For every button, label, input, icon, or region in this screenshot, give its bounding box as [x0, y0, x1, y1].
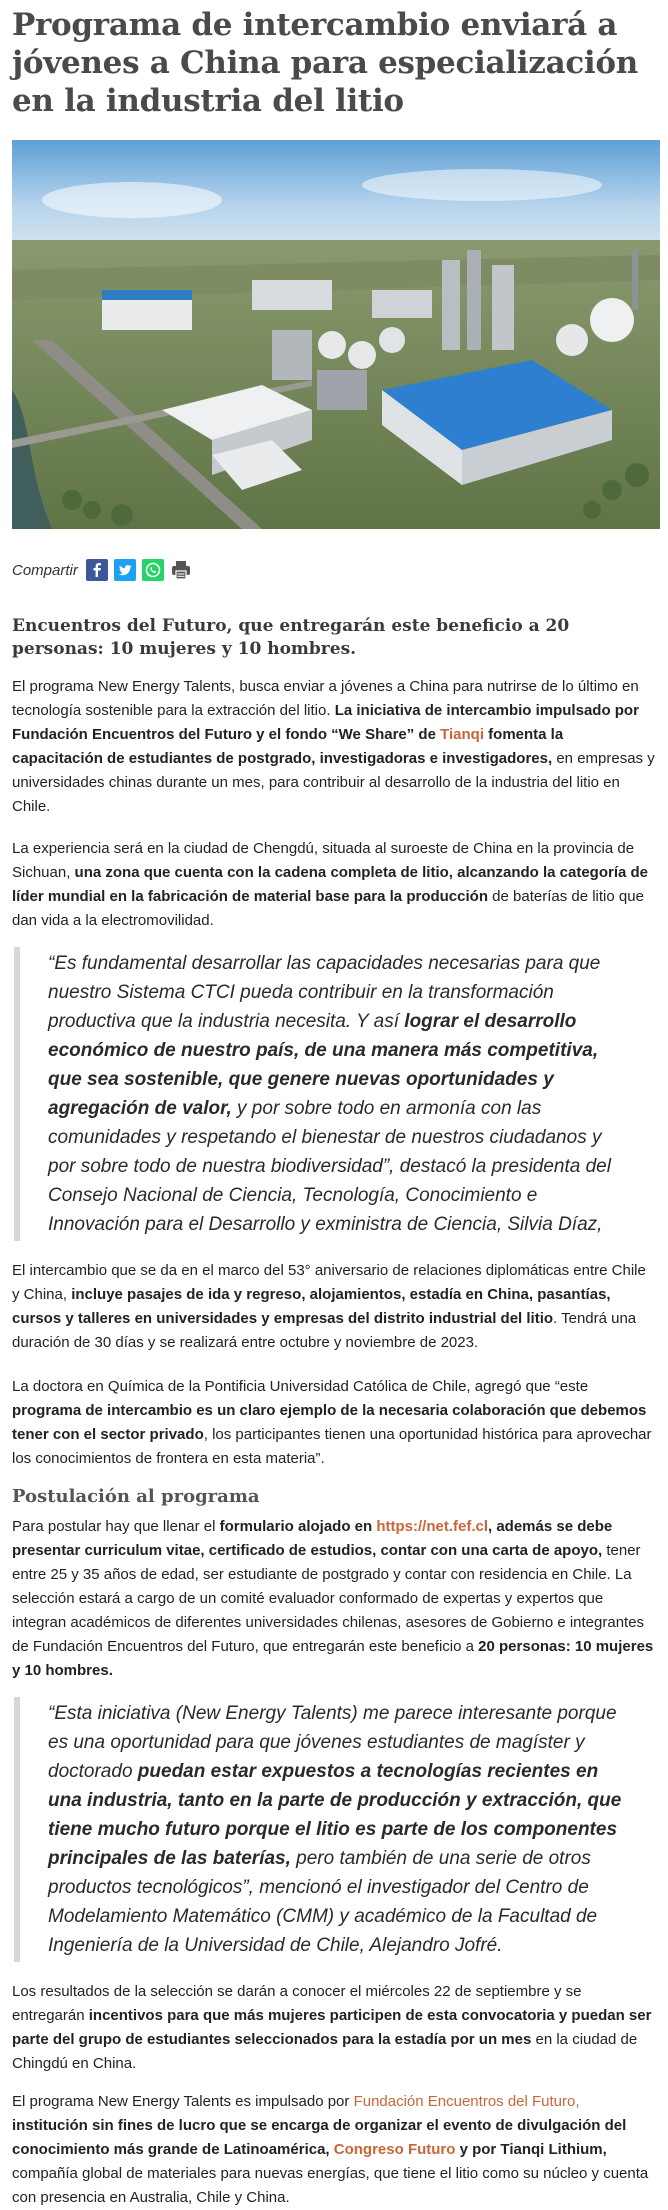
text-bold: puedan estar expuestos a tecnologías recientes en una industria, tanto en la parte de producción y extracción, que tiene mucho futuro porque el litio es parte de los componentes principales de las baterías,: [48, 1761, 622, 1869]
text: El programa New Energy Talents es impulsado por: [12, 2093, 354, 2110]
text: “Es fundamental desarrollar las capacidades necesarias para que nuestro Sistema CTCI pueda contribuir en la transformación productiva que la industria necesita. Y así: [48, 953, 601, 1032]
tianqi-link[interactable]: Tianqi: [440, 726, 484, 743]
whatsapp-icon[interactable]: [142, 559, 164, 581]
quote-silvia-diaz: [14, 947, 656, 1241]
text-bold: una zona que cuenta con la cadena completa de litio, alcanzando la categoría de líder mundial en la fabricación de material base para la producción: [12, 864, 649, 905]
quote-text: [48, 1699, 656, 1960]
text-bold: incentivos para que más mujeres participen de esta convocatoria y puedan ser parte del grupo de estudiantes seleccionados para la estadía por un mes: [12, 2007, 652, 2048]
paragraph-6: [12, 1980, 656, 2076]
hero-image: [12, 140, 660, 529]
text: y por sobre todo en armonía con las comunidades y respetando el bienestar de nuestros ciudadanos y por sobre todo de nuestra biodiversidad”, destacó la presidenta del Consejo Nacional de Ciencia, Tecnología, Conocimiento e Innovación para el Desarrollo y exministra de Ciencia, Silvia Díaz,: [48, 1098, 611, 1235]
text-bold: y por Tianqi Lithium,: [455, 2141, 607, 2158]
text-bold: formulario alojado en: [219, 1518, 377, 1535]
text-bold: , además se debe presentar curriculum vitae, certificado de estudios, contar con una carta de apoyo,: [12, 1518, 613, 1559]
quote-text: [48, 949, 656, 1239]
text: pero también de una serie de otros productos tecnológicos”, mencionó el investigador del Centro de Modelamiento Matemático (CMM) y académico de la Facultad de Ingeniería de la Universidad de Chile, Alejandro Jofré.: [48, 1848, 598, 1956]
text-bold: incluye pasajes de ida y regreso, alojamientos, estadía en China, pasantías, cursos y talleres en universidades y empresas del distrito industrial del litio: [12, 1286, 611, 1327]
text: “Esta iniciativa (New Energy Talents) me parece interesante porque es una oportunidad para que jóvenes estudiantes de magíster y doctorado: [48, 1703, 617, 1782]
text: . Tendrá una duración de 30 días y se realizará entre octubre y noviembre de 2023.: [12, 1310, 637, 1351]
paragraph-2: [12, 837, 656, 933]
text: de baterías de litio que dan vida a la electromovilidad.: [12, 888, 644, 929]
share-bar: [12, 557, 656, 583]
form-link[interactable]: https://net.fef.cl: [376, 1518, 488, 1535]
text: compañía global de materiales para nuevas energías, que tiene el litio como su núcleo y cuenta con presencia en Australia, Chile y China.: [12, 2165, 649, 2206]
text: Los resultados de la selección se darán a conocer el miércoles 22 de septiembre y se entregarán: [12, 1983, 582, 2024]
text: La experiencia será en la ciudad de Chengdú, situada al suroeste de China en la provincia de Sichuan,: [12, 840, 635, 881]
text: en la ciudad de Chingdú en China.: [12, 2031, 638, 2072]
paragraph-3: [12, 1259, 656, 1355]
congreso-futuro-link[interactable]: Congreso Futuro: [333, 2141, 456, 2158]
text: El programa New Energy Talents, busca enviar a jóvenes a China para nutrirse de lo último en tecnología sostenible para la extracción del litio.: [12, 678, 639, 719]
paragraph-7: [12, 2090, 656, 2210]
text-bold: 20 personas: 10 mujeres y 10 hombres.: [12, 1638, 654, 1679]
section-title: Postulación al programa: [12, 1486, 260, 1507]
text-bold: La iniciativa de intercambio impulsado por Fundación Encuentros del Futuro y el fondo “We Share” de: [12, 702, 639, 743]
fundacion-link[interactable]: Fundación Encuentros del Futuro,: [353, 2093, 580, 2110]
share-label: Compartir: [12, 561, 78, 579]
article-title: Programa de intercambio enviará a jóvenes a China para especialización en la industria del litio: [12, 7, 639, 119]
quote-alejandro-jofre: [14, 1697, 656, 1962]
text: en empresas y universidades chinas durante un mes, para contribuir al desarrollo de la industria del litio en Chile.: [12, 750, 655, 815]
paragraph-5: [12, 1515, 656, 1683]
text-bold: programa de intercambio es un claro ejemplo de la necesaria colaboración que debemos tener con el sector privado: [12, 1402, 647, 1443]
text: La doctora en Química de la Pontificia Universidad Católica de Chile, agregó que “este: [12, 1378, 589, 1395]
text: tener entre 25 y 35 años de edad, ser estudiante de postgrado y contar con residencia en Chile. La selección estará a cargo de un comité evaluador conformado de expertas y expertos que integran académicos de diferentes universidades chilenas, asesores de Gobierno e integrantes de Fundación Encuentros del Futuro, que entregarán este beneficio a: [12, 1542, 645, 1655]
text: Para postular hay que llenar el: [12, 1518, 220, 1535]
text: El intercambio que se da en el marco del 53° aniversario de relaciones diplomáticas entre Chile y China,: [12, 1262, 646, 1303]
text-bold: fomenta la capacitación de estudiantes de postgrado, investigadoras e investigadores,: [12, 726, 564, 767]
text-bold: lograr el desarrollo económico de nuestro país, de una manera más competitiva, que sea sostenible, que genere nuevas oportunidades y agregación de valor,: [48, 1011, 599, 1119]
paragraph-4: [12, 1375, 656, 1471]
print-icon[interactable]: [170, 559, 192, 581]
text-bold: institución sin fines de lucro que se encarga de organizar el evento de divulgación del conocimiento más grande de Latinoamérica,: [12, 2117, 627, 2158]
text: , los participantes tienen una oportunidad histórica para aprovechar los conocimientos de frontera en esta materia”.: [12, 1426, 652, 1467]
article-subtitle: Encuentros del Futuro, que entregarán este beneficio a 20 personas: 10 mujeres y 10 hombres.: [12, 616, 570, 659]
paragraph-1: [12, 675, 656, 819]
facebook-icon[interactable]: [86, 559, 108, 581]
twitter-icon[interactable]: [114, 559, 136, 581]
